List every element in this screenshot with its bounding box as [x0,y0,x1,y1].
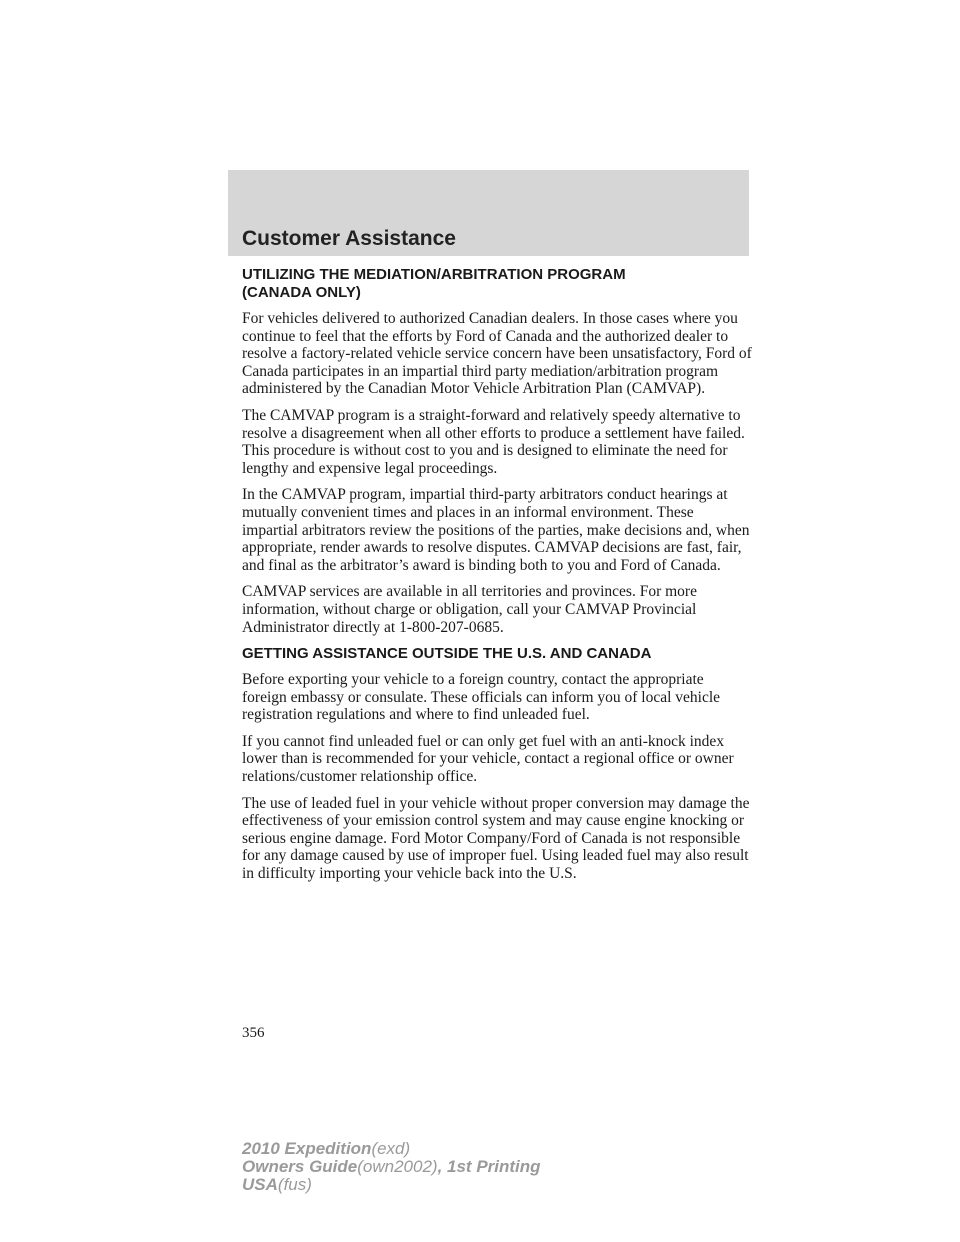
footer-model-code: (exd) [371,1139,411,1158]
heading-line-2: (CANADA ONLY) [242,284,361,301]
footer-model: 2010 Expedition [242,1139,372,1158]
footer-line-1 [242,1140,541,1158]
footer-line-3 [242,1176,541,1194]
footer-guide: Owners Guide [242,1157,358,1176]
paragraph: CAMVAP services are available in all territories and provinces. For more information, without charge or obligation, call your CAMVAP Provincial Administrator directly at 1-800-207-0685. [242,583,697,636]
heading-line-1: UTILIZING THE MEDIATION/ARBITRATION PROGRAM [242,266,626,283]
heading-mediation-arbitration [242,266,752,302]
footer-market-code: (fus) [277,1175,312,1194]
footer-guide-code: (own2002) [357,1157,438,1176]
paragraph: The use of leaded fuel in your vehicle without proper conversion may damage the effectiveness of your emission control system and may cause engine knocking or serious engine damage. Ford Motor Company/Ford of Canada is not responsible for any damage caused by use of improper fuel. Using leaded fuel may also result in difficulty importing your vehicle back into the U.S. [242,794,750,883]
page-number: 356 [242,1025,265,1041]
paragraph: For vehicles delivered to authorized Canadian dealers. In those cases where you continue to feel that the efforts by Ford of Canada and the authorized dealer to resolve a factory-related vehicle service concern have been unsatisfactory, Ford of Canada participates in an impartial third party mediation/arbitration program administered by the Canadian Motor Vehicle Arbitration Plan (CAMVAP). [242,310,752,398]
footer-market: USA [242,1175,278,1194]
section-header-band [228,170,749,256]
paragraph: If you cannot find unleaded fuel or can only get fuel with an anti-knock index lower than is recommended for your vehicle, contact a regional office or owner relations/customer relationship office. [242,732,734,786]
section-title: Customer Assistance [242,227,456,250]
heading-outside-us-canada: GETTING ASSISTANCE OUTSIDE THE U.S. AND CANADA [242,645,652,663]
footer-line-2 [242,1158,541,1176]
paragraph: The CAMVAP program is a straight-forward and relatively speedy alternative to resolve a disagreement when all other efforts to produce a settlement have failed. This procedure is without cost to you and is designed to eliminate the need for lengthy and expensive legal proceedings. [242,406,745,477]
footer-printing: , 1st Printing [437,1157,541,1176]
page-content [242,266,752,892]
paragraph: Before exporting your vehicle to a foreign country, contact the appropriate foreign embassy or consulate. These officials can inform you of local vehicle registration regulations and where to find unleaded fuel. [242,671,721,724]
print-footer [242,1140,541,1194]
paragraph: In the CAMVAP program, impartial third-party arbitrators conduct hearings at mutually convenient times and places in an informal environment. These impartial arbitrators review the positions of the parties, make decisions and, when appropriate, render awards to resolve disputes. CAMVAP decisions are fast, fair, and final as the arbitrator’s award is binding both to you and Ford of Canada. [242,486,750,574]
